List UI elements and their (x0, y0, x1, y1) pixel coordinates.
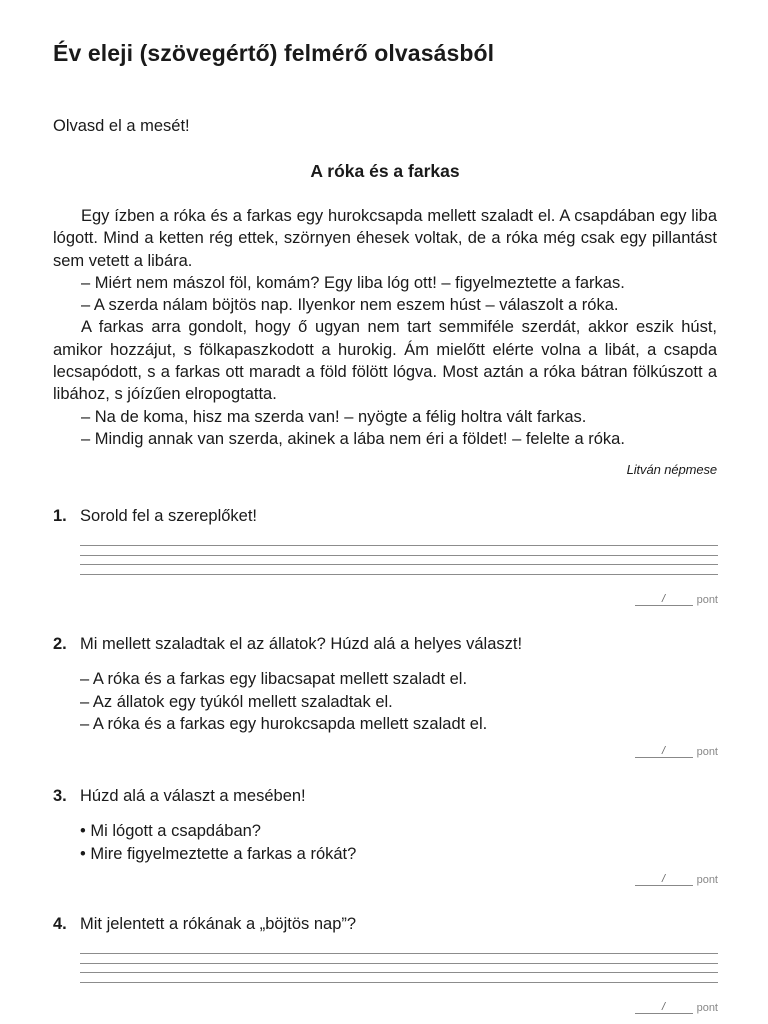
score-field-4[interactable] (635, 1002, 718, 1014)
answer-line (80, 963, 718, 964)
score-field-1[interactable] (635, 594, 718, 606)
story-dialogue: – Miért nem mászol föl, komám? Egy liba lóg ott! – figyelmeztette a farkas. (81, 273, 625, 292)
story-dialogue: – Mindig annak van szerda, akinek a lába nem éri a földet! – felelte a róka. (81, 429, 625, 448)
score-label: pont (696, 746, 718, 758)
answer-line (80, 574, 718, 575)
answer-option[interactable]: – A róka és a farkas egy libacsapat mellett szaladt el. (80, 670, 468, 688)
score-field-3[interactable] (635, 874, 718, 886)
story-paragraph: Egy ízben a róka és a farkas egy hurokcsapda mellett szaladt el. A csapdában egy liba lógott. Mind a ketten rég ettek, szörnyen éhesek voltak, de a róka még csak egy pillantást sem vetett a libára. (53, 207, 717, 270)
story-text (53, 205, 717, 450)
question-2-options (80, 668, 487, 736)
answer-lines-1[interactable] (80, 545, 718, 583)
question-4 (53, 915, 356, 934)
question-3-options (80, 820, 356, 865)
answer-line (80, 982, 718, 983)
answer-lines-4[interactable] (80, 953, 718, 991)
score-label: pont (696, 594, 718, 606)
question-text: Húzd alá a választ a mesében! (80, 787, 306, 805)
story-dialogue: – Na de koma, hisz ma szerda van! – nyögte a félig holtra vált farkas. (81, 407, 587, 426)
story-title: A róka és a farkas (310, 161, 460, 181)
question-number: 1. (53, 507, 67, 525)
score-label: pont (696, 874, 718, 886)
question-2 (53, 635, 522, 654)
score-blank: / (635, 594, 693, 606)
score-label: pont (696, 1002, 718, 1014)
score-blank: / (635, 1002, 693, 1014)
page-title: Év eleji (szövegértő) felmérő olvasásból (53, 40, 495, 66)
question-number: 2. (53, 635, 67, 653)
answer-option: • Mire figyelmeztette a farkas a rókát? (80, 844, 357, 863)
score-field-2[interactable] (635, 746, 718, 758)
instruction-text: Olvasd el a mesét! (53, 117, 190, 135)
answer-line (80, 545, 718, 546)
answer-option[interactable]: – A róka és a farkas egy hurokcsapda mellett szaladt el. (80, 715, 488, 733)
story-source: Litván népmese (626, 462, 717, 477)
answer-line (80, 564, 718, 565)
story-paragraph: A farkas arra gondolt, hogy ő ugyan nem tart semmiféle szerdát, akkor eszik húst, amikor hozzájut, s fölkapaszkodott a hurokig. Ám mielőtt elérte volna a libát, a csapda lecsapódott, s a farkas ott maradt a föld fölött lógva. Most aztán a róka bátran fölkúszott a libához, s jóízűen elropogtatta. (53, 318, 717, 404)
answer-line (80, 555, 718, 556)
question-number: 4. (53, 915, 67, 933)
score-blank: / (635, 746, 693, 758)
story-dialogue: – A szerda nálam böjtös nap. Ilyenkor nem eszem húst – válaszolt a róka. (81, 296, 619, 315)
question-text: Sorold fel a szereplőket! (80, 507, 258, 525)
answer-option: • Mi lógott a csapdában? (80, 822, 261, 840)
answer-option[interactable]: – Az állatok egy tyúkól mellett szaladtak el. (80, 692, 393, 711)
question-1 (53, 507, 257, 526)
question-3 (53, 787, 306, 806)
question-text: Mit jelentett a rókának a „böjtös nap”? (80, 915, 357, 933)
question-number: 3. (53, 787, 67, 805)
answer-line (80, 972, 718, 973)
answer-line (80, 953, 718, 954)
score-blank: / (635, 874, 693, 886)
question-text: Mi mellett szaladtak el az állatok? Húzd alá a helyes választ! (80, 635, 523, 653)
